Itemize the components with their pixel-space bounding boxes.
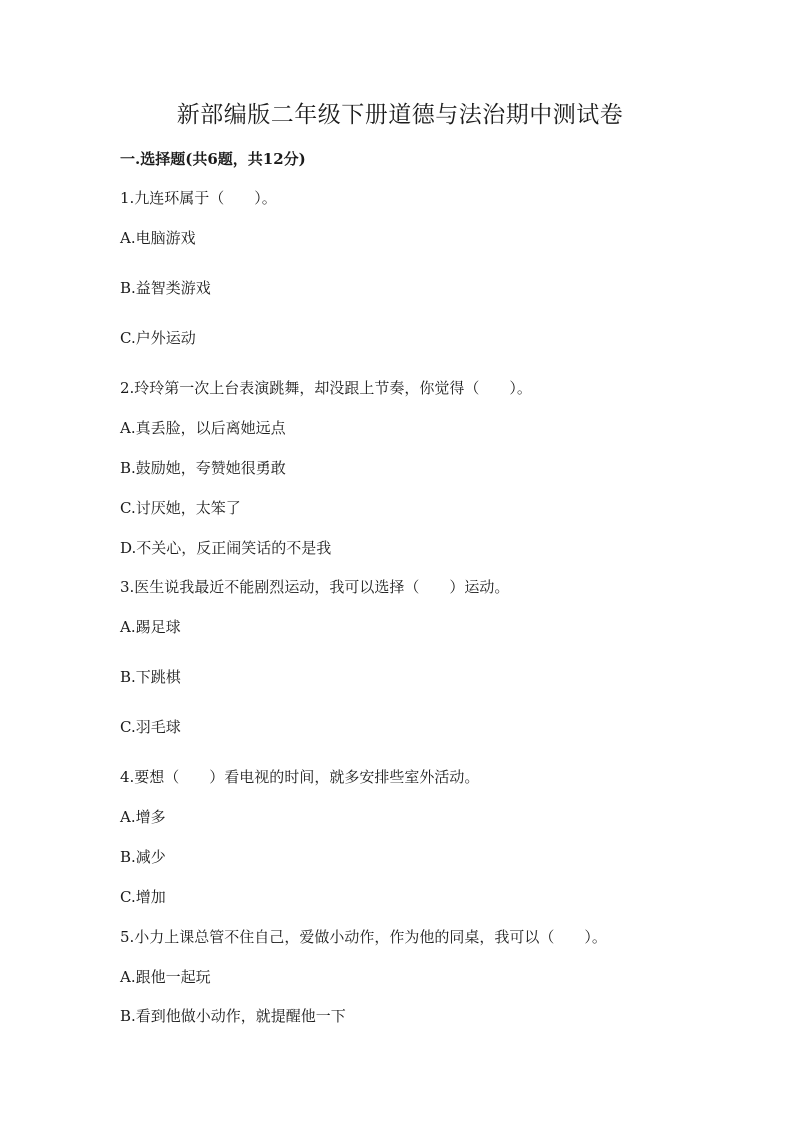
question-3-stem: 3.医生说我最近不能剧烈运动，我可以选择（ ）运动。 xyxy=(120,578,510,596)
question-3-option-b: B.下跳棋 xyxy=(120,668,181,686)
question-2-option-d: D.不关心，反正闹笑话的不是我 xyxy=(120,539,332,557)
question-1-option-a: A.电脑游戏 xyxy=(120,229,196,247)
question-2-option-c: C.讨厌她，太笨了 xyxy=(120,499,241,517)
question-1-stem: 1.九连环属于（ ）。 xyxy=(120,189,277,207)
question-5-option-b: B.看到他做小动作，就提醒他一下 xyxy=(120,1007,346,1025)
question-1-option-c: C.户外运动 xyxy=(120,329,196,347)
question-4-option-c: C.增加 xyxy=(120,888,166,906)
section-heading: 一.选择题(共6题，共12分) xyxy=(120,150,306,168)
question-3-option-a: A.踢足球 xyxy=(120,618,181,636)
question-4-stem: 4.要想（ ）看电视的时间，就多安排些室外活动。 xyxy=(120,768,480,786)
question-1-option-b: B.益智类游戏 xyxy=(120,279,211,297)
question-4-option-b: B.减少 xyxy=(120,848,166,866)
question-2-stem: 2.玲玲第一次上台表演跳舞，却没跟上节奏，你觉得（ ）。 xyxy=(120,379,532,397)
question-4-option-a: A.增多 xyxy=(120,808,166,826)
question-2-option-b: B.鼓励她，夸赞她很勇敢 xyxy=(120,459,286,477)
question-3-option-c: C.羽毛球 xyxy=(120,718,181,736)
question-5-option-a: A.跟他一起玩 xyxy=(120,968,211,986)
question-2-option-a: A.真丢脸，以后离她远点 xyxy=(120,419,286,437)
question-5-stem: 5.小力上课总管不住自己，爱做小动作，作为他的同桌，我可以（ ）。 xyxy=(120,928,607,946)
page-title: 新部编版二年级下册道德与法治期中测试卷 xyxy=(176,102,624,128)
